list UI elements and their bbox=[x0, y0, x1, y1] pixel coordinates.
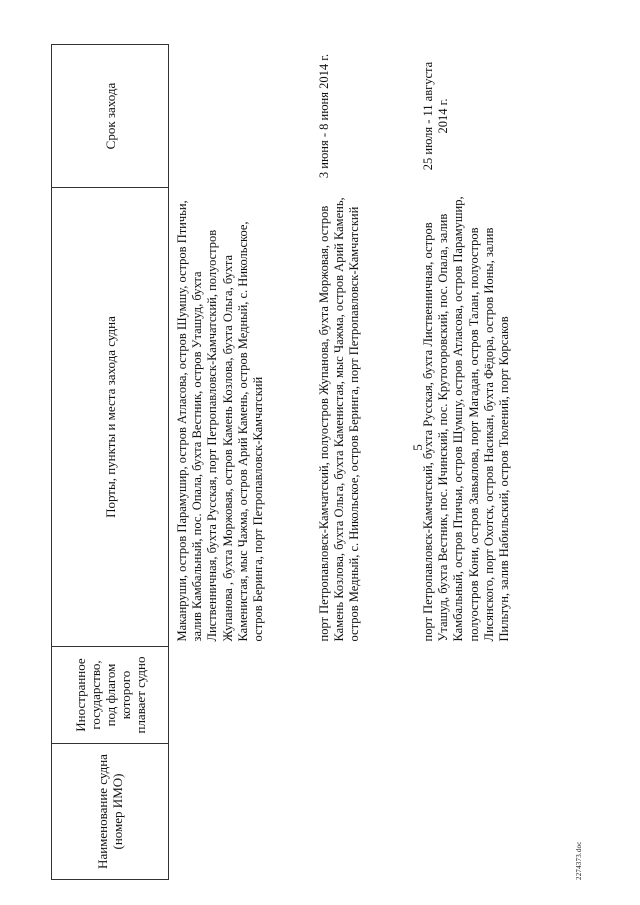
route-cell: порт Петропавловск-Камчатский, бухта Русская, бухта Лиственничная, остров Уташуд, бухта Вестник, пос. Ичинский, пос. Крутогоровский, пос. Опала, залив Камбальный, остров Птичьи, остров Шумшу, остров Атласова, остров Парамушир, полуостров Кони, остров Завьялова, порт Магадан, остров Талан, полуостров Лисянского, порт Охотск, остров Насикан, бухта Фёдора, остров Ионы, залив Пильтун, залив Набильский, остров Тюлений, порт Корсаков bbox=[421, 196, 512, 642]
vessel-cell bbox=[169, 744, 312, 880]
period-cell: 25 июля - 11 августа 2014 г. bbox=[421, 61, 451, 171]
header-ports: Порты, пункты и места захода судна bbox=[52, 188, 169, 647]
table-row bbox=[311, 45, 415, 880]
route-cell: порт Петропавловск-Камчатский, полуостров Жупанова, бухта Моржовая, остров Камень Козлова, бухта Ольга, бухта Каменистая, мыс Чажма, остров Арий Камень, остров Медный, с. Никольское, остров Беринга, порт Петропавловск-Камчатский bbox=[317, 197, 362, 642]
header-period: Срок захода bbox=[52, 45, 169, 188]
route-cell: Маканруши, остров Парамушир, остров Атласова, остров Шумшу, остров Птичьи, залив Камбальный, пос. Опала, бухта Вестник, остров Уташуд, бухта Лиственничная, бухта Русская, порт Петропавловск-Камчатский, полуостров Жупанова , бухта Моржовая, остров Камень Козлова, бухта Ольга, бухта Каменистая, мыс Чажма, остров Арий Камень, остров Медный, с. Никольское, остров Беринга, порт Петропавловск-Камчатский bbox=[175, 200, 266, 642]
flag-cell bbox=[169, 647, 312, 744]
flag-cell bbox=[311, 647, 415, 744]
document-id: 2274373.doc bbox=[575, 841, 583, 880]
table-header-row bbox=[52, 45, 169, 880]
period-cell bbox=[169, 45, 312, 188]
flag-cell bbox=[415, 647, 512, 744]
table-row bbox=[415, 45, 512, 880]
ports-table bbox=[51, 44, 512, 880]
header-vessel-name: Наименование судна (номер ИМО) bbox=[52, 744, 169, 880]
page-number: 5 bbox=[410, 444, 425, 451]
vessel-cell bbox=[415, 744, 512, 880]
vessel-cell bbox=[311, 744, 415, 880]
rotated-page bbox=[8, 15, 608, 880]
header-flag-state: Иностранное государство, под флагом которого плавает судно bbox=[52, 647, 169, 744]
table-row bbox=[169, 45, 312, 880]
period-cell: 3 июня - 8 июня 2014 г. bbox=[317, 53, 331, 179]
